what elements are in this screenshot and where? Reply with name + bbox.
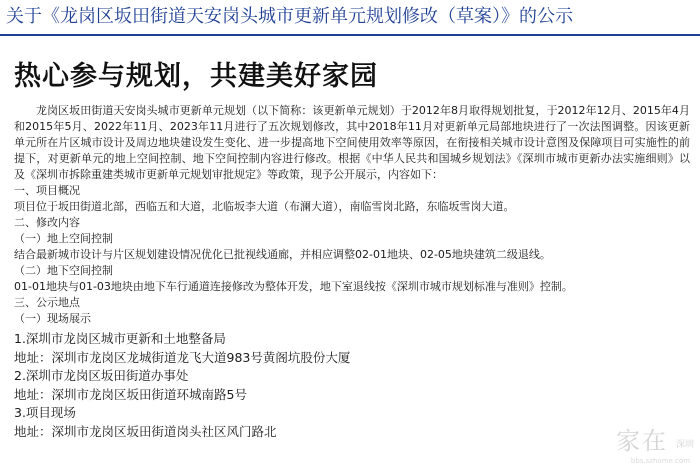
notice-title: 关于《龙岗区坂田街道天安岗头城市更新单元规划修改（草案）》的公示 xyxy=(6,6,573,27)
page-header xyxy=(0,0,700,36)
overview-text: 项目位于坂田街道北部，西临五和大道，北临坂李大道（布澜大道），南临雪岗北路，东临坂雪岗大道。 xyxy=(14,200,515,213)
location-1-name: 1.深圳市龙岗区城市更新和土地整备局 xyxy=(14,331,226,346)
subsection-title-underground: （二）地下空间控制 xyxy=(14,264,113,277)
watermark-sub-text: 深圳 xyxy=(675,440,694,450)
site-watermark xyxy=(592,427,696,467)
watermark-url: bbs.szhome.com xyxy=(630,457,690,465)
subsection-title-onsite: （一）现场展示 xyxy=(14,312,91,325)
location-3-address: 地址：深圳市龙岗区坂田街道岗头社区风门路北 xyxy=(14,423,277,439)
slogan-heading: 热心参与规划，共建美好家园 xyxy=(14,61,378,92)
notice-body xyxy=(14,103,690,441)
location-2-name: 2.深圳市龙岗区坂田街道办事处 xyxy=(14,368,189,383)
section-title-overview: 一、项目概况 xyxy=(14,184,80,197)
above-ground-text: 结合最新城市设计与片区规划建设情况优化已批视线通廊，并相应调整02-01地块、02-05地块建筑二级退线。 xyxy=(14,248,551,261)
underground-text: 01-01地块与01-03地块由地下车行通道连接修改为整体开发，地下室退线按《深圳市城市规划标准与准则》控制。 xyxy=(14,280,573,293)
intro-paragraph: 龙岗区坂田街道天安岗头城市更新单元规划（以下简称：该更新单元规划）于2012年8月取得规划批复，于2012年12月、2015年4月和2015年5月、2022年11月、2023年11月进行了五次规划修改，其中2018年11月对更新单元局部地块进行了一次法图调整。因该更新单元所在片区城市设计及周边地块建设发生变化、进一步提高地下空间使用效率等原因，在衔接相关城市设计意图及保障项目可实施性的前提下，对更新单元的地上空间控制、地下空间控制内容进行修改。根据《中华人民共和国城乡规划法》《深圳市城市更新办法实施细则》以及《深圳市拆除重建类城市更新单元规划审批规定》等政策，现予公开展示，内容如下： xyxy=(14,104,690,181)
section-title-changes: 二、修改内容 xyxy=(14,216,80,229)
location-3-name: 3.项目现场 xyxy=(14,405,76,420)
watermark-main-text: 家在 xyxy=(616,427,668,455)
location-1-address: 地址：深圳市龙岗区龙城街道龙飞大道983号黄阁坑股份大厦 xyxy=(14,349,351,365)
location-2-address: 地址：深圳市龙岗区坂田街道环城南路5号 xyxy=(14,386,247,402)
section-title-locations: 三、公示地点 xyxy=(14,296,80,309)
location-list xyxy=(14,330,690,441)
subsection-title-above-ground: （一）地上空间控制 xyxy=(14,232,113,245)
